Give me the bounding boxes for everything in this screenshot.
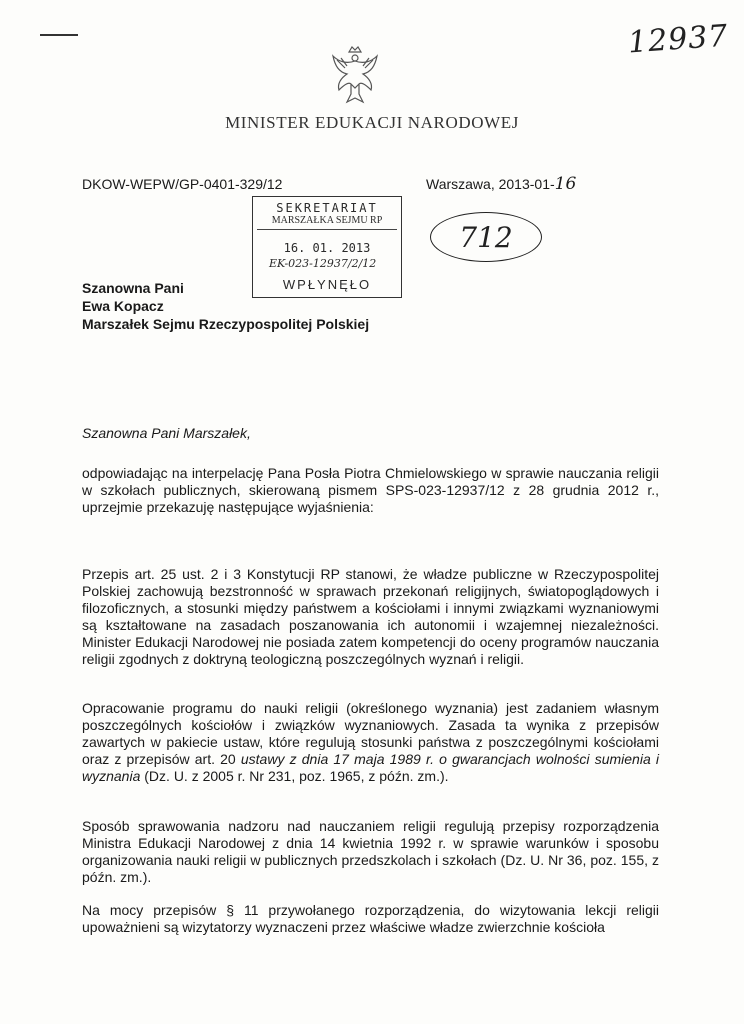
ministry-header: MINISTER EDUKACJI NARODOWEJ [225,113,519,132]
addressee-title: Marszałek Sejmu Rzeczypospolitej Polskiej [82,316,370,332]
margin-dash [40,34,78,36]
date-prefix: Warszawa, 2013-01- [426,176,555,192]
stamp-received-label: WPŁYNĘŁO [282,277,372,292]
stamp-handwritten-code: EK-023-12937/2/12 [269,257,377,270]
handwritten-registry-number: 12937 [626,18,730,61]
stamp-line-office: MARSZAŁKA SEJMU RP [271,215,383,226]
circled-handwritten-number: 712 [430,212,542,262]
p3-text-start: Opracowanie programu do nauki religii (określonego wyznania) jest zadaniem własnym poszczególnych kościołów i związków wyznaniowych. Zasada ta wynika z przepisów zawartych w pakiecie ustaw, które regulują stosunki państwa z poszczególnymi kościołami oraz z przepisów art. 20 [82,700,659,767]
polish-eagle-emblem-icon [329,44,381,108]
addressee-line-1: Szanowna Pani [82,280,184,296]
stamp-line-secretariat: SEKRETARIAT [276,201,378,215]
handwritten-date-day: 16 [554,174,577,194]
p3-text-end: (Dz. U. z 2005 r. Nr 231, poz. 1965, z późn. zm.). [140,768,449,784]
body-paragraph-3 [82,700,659,785]
stamp-divider [257,229,397,230]
p3-statute-title: ustawy z dnia 17 maja 1989 r. o gwarancjach wolności sumienia i wyznania [82,751,659,784]
addressee-name: Ewa Kopacz [82,298,164,314]
stamp-date: 16. 01. 2013 [283,241,371,255]
reference-number: DKOW-WEPW/GP-0401-329/12 [82,176,283,192]
body-paragraph-4: Sposób sprawowania nadzoru nad nauczaniem religii regulują przepisy rozporządzenia Ministra Edukacji Narodowej z dnia 14 kwietnia 1992 r. w sprawie warunków i sposobu organizowania nauki religii w publicznych przedszkolach i szkołach (Dz. U. Nr 36, poz. 155, z późn. zm.). [82,818,659,885]
body-paragraph-2: Przepis art. 25 ust. 2 i 3 Konstytucji RP stanowi, że władze publiczne w Rzeczypospolitej Polskiej zachowują bezstronność w sprawach przekonań religijnych, światopoglądowych i filozoficznych, a stosunki między państwem a kościołami i innymi związkami wyznaniowymi są kształtowane na zasadach poszanowania ich autonomii i wzajemnej niezależności. Minister Edukacji Narodowej nie posiada zatem kompetencji do oceny programów nauczania religii zgodnych z doktryną teologiczną poszczególnych wyznań i religii. [82,566,659,667]
body-paragraph-5: Na mocy przepisów § 11 przywołanego rozporządzenia, do wizytowania lekcji religii upoważnieni są wizytatorzy wyznaczeni przez właściwe władze zwierzchnie kościoła [82,902,659,935]
salutation: Szanowna Pani Marszałek, [82,425,251,441]
body-paragraph-1: odpowiadając na interpelację Pana Posła Piotra Chmielowskiego w sprawie nauczania religii w szkołach publicznych, skierowaną pismem SPS-023-12937/12 z 28 grudnia 2012 r., uprzejmie przekazuję następujące wyjaśnienia: [82,465,659,515]
letter-date [426,174,576,194]
addressee-block [82,279,369,333]
